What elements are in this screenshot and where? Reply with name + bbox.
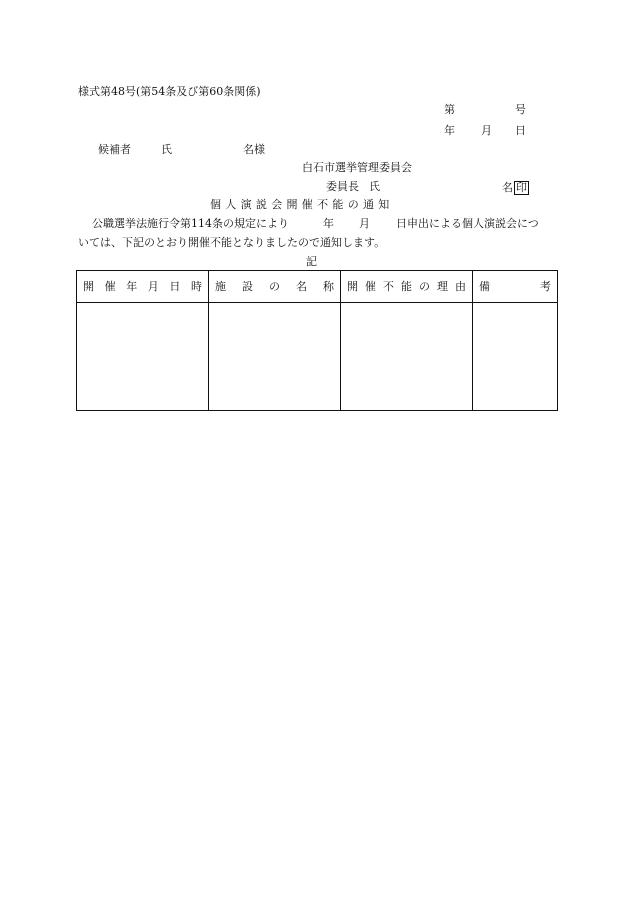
header-facility — [209, 271, 341, 303]
table-row — [77, 303, 558, 411]
addressee-suffix: 名様 — [243, 143, 265, 156]
header-char: の — [419, 280, 430, 293]
header-char: の — [269, 280, 280, 293]
date-day: 日 — [515, 124, 526, 137]
body-line-1-end: 日申出による個人演説会につ — [396, 217, 539, 230]
ki-heading: 記 — [306, 255, 317, 268]
table-header-row — [77, 271, 558, 303]
header-char: 施 — [215, 280, 226, 293]
header-char: 考 — [540, 280, 551, 293]
header-char: 催 — [104, 280, 116, 293]
header-reason-label — [341, 281, 472, 292]
header-char: 催 — [365, 280, 376, 293]
header-reason — [341, 271, 473, 303]
header-char: 月 — [147, 280, 159, 293]
document-number-suffix: 号 — [515, 103, 526, 116]
body-line-2: いては、下記のとおり開催不能となりましたので通知します。 — [78, 236, 386, 249]
cell-date-time[interactable] — [77, 303, 209, 411]
addressee-prefix: 候補者 — [98, 143, 131, 156]
header-facility-label — [209, 281, 340, 292]
header-remarks-label — [473, 281, 557, 292]
form-label: 様式第48号(第54条及び第60条関係) — [78, 85, 261, 98]
header-char: 名 — [296, 280, 307, 293]
header-char: 設 — [242, 280, 253, 293]
document-number-prefix: 第 — [444, 103, 455, 116]
header-char: 能 — [401, 280, 412, 293]
chairman-name-suffix — [502, 181, 529, 195]
header-date-time — [77, 271, 209, 303]
chairman-name-char: 名 — [502, 181, 513, 194]
header-char: 開 — [83, 280, 94, 293]
chairman-title: 委員長 — [326, 180, 359, 193]
cell-facility[interactable] — [209, 303, 341, 411]
header-char: 称 — [323, 280, 334, 293]
chairman-shi: 氏 — [369, 180, 380, 193]
body-line-1-month: 月 — [359, 217, 370, 230]
header-char: 理 — [437, 280, 448, 293]
seal-mark: 印 — [516, 181, 527, 194]
header-char: 由 — [455, 280, 466, 293]
header-char: 年 — [126, 280, 138, 293]
cell-reason[interactable] — [341, 303, 473, 411]
cell-remarks[interactable] — [473, 303, 558, 411]
addressee-shi: 氏 — [161, 143, 172, 156]
header-date-time-label — [77, 281, 208, 292]
body-line-1-year: 年 — [323, 217, 334, 230]
header-char: 備 — [479, 280, 490, 293]
header-char: 不 — [383, 280, 394, 293]
date-year: 年 — [444, 124, 455, 137]
header-char: 開 — [347, 280, 358, 293]
chairman-line — [326, 181, 380, 192]
committee-name: 白石市選挙管理委員会 — [302, 161, 412, 174]
document-title: 個人演説会開催不能の通知 — [210, 198, 394, 211]
header-char: 日 — [169, 280, 181, 293]
header-char: 時 — [190, 280, 202, 293]
detail-table — [76, 270, 558, 411]
date-month: 月 — [481, 124, 492, 137]
body-line-1-start: 公職選挙法施行令第114条の規定により — [92, 217, 289, 230]
header-remarks — [473, 271, 558, 303]
